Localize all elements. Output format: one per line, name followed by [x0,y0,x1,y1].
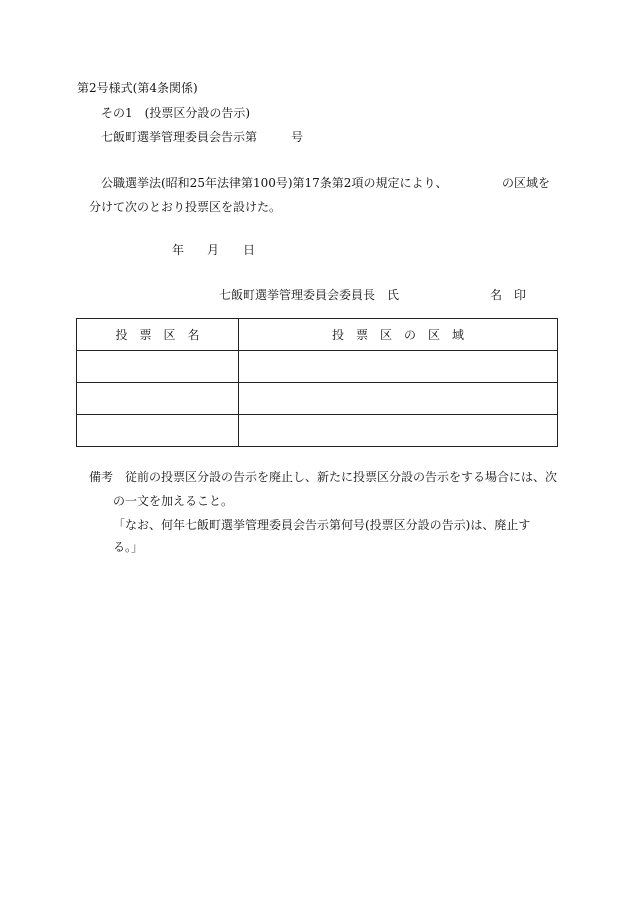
notice-number-prefix: 七飯町選挙管理委員会告示第 [101,130,258,144]
body-line-1-end: の区域を [502,176,551,190]
note-line-3: 「なお、何年七飯町選挙管理委員会告示第何号(投票区分設の告示)は、廃止す [113,518,531,532]
table-header-district-name: 投 票 区 名 [77,319,239,351]
table-row [77,383,558,415]
table-header-row [77,319,558,351]
form-subtitle: その1 (投票区分設の告示) [101,106,250,120]
date-year: 年 [172,243,185,257]
body-line-1-start: 公職選挙法(昭和25年法律第100号)第17条第2項の規定により、 [101,176,448,190]
date-day: 日 [243,243,256,257]
table-cell [77,415,239,447]
notice-number-suffix: 号 [291,130,304,144]
table-cell [77,383,239,415]
polling-district-table [76,318,558,447]
date-month: 月 [207,243,220,257]
table-header-district-area: 投 票 区 の 区 域 [239,319,558,351]
table-cell [77,351,239,383]
form-number: 第2号様式(第4条関係) [77,81,198,95]
table-cell [239,351,558,383]
table-row [77,351,558,383]
note-line-4: る。」 [113,540,144,554]
table-cell [239,415,558,447]
table-cell [239,383,558,415]
signature-title: 七飯町選挙管理委員会委員長 氏 [219,288,400,302]
note-line-2: の一文を加えること。 [113,494,234,508]
note-line-1: 備考 従前の投票区分設の告示を廃止し、新たに投票区分設の告示をする場合には、次 [89,470,558,484]
body-line-2: 分けて次のとおり投票区を設けた。 [89,200,282,214]
table-row [77,415,558,447]
signature-name-seal: 名 印 [490,288,527,302]
